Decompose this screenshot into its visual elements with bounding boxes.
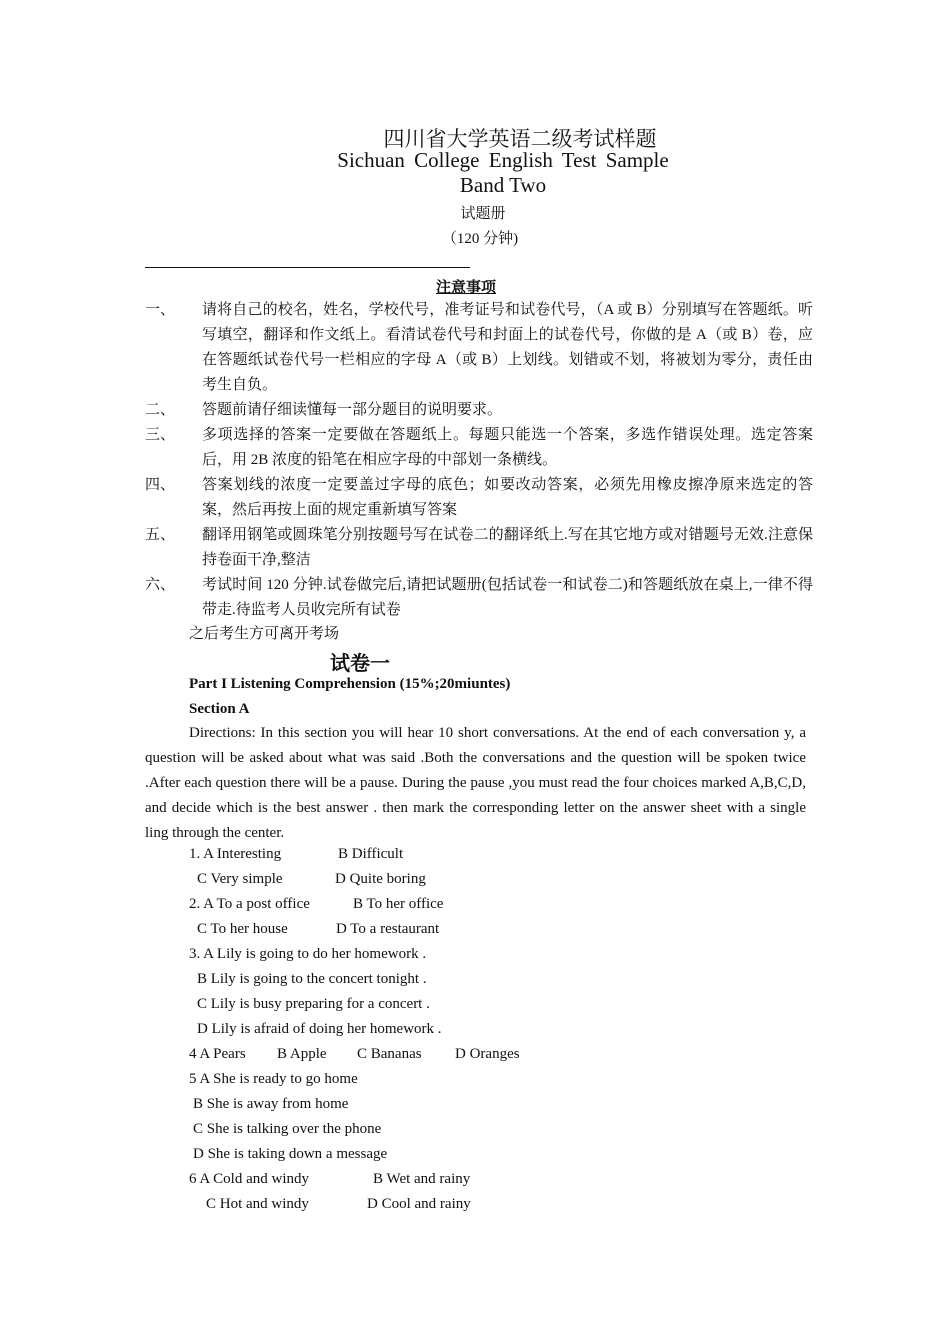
notice-item-number: 二、: [145, 402, 176, 418]
q1-option-b: B Difficult: [338, 846, 404, 862]
notice-item-text: 翻译用钢笔或圆珠笔分别按题号写在试卷二的翻译纸上.写在其它地方或对错题号无效.注意保持卷面干净,整洁: [202, 527, 813, 568]
q6-option-c: C Hot and windy: [206, 1196, 309, 1212]
notice-title: 注意事项: [436, 280, 497, 296]
q2-option-a: 2. A To a post office: [189, 896, 310, 912]
part-heading: Part I Listening Comprehension (15%;20miuntes): [189, 676, 511, 692]
notice-item-number: 一、: [145, 302, 176, 318]
notice-item-number: 六、: [145, 577, 176, 593]
q4-option-c: C Bananas: [357, 1046, 422, 1062]
title-chinese: 四川省大学英语二级考试样题: [383, 127, 657, 151]
q4-option-a: 4 A Pears: [189, 1046, 246, 1062]
q5-option-b: B She is away from home: [193, 1096, 349, 1112]
duration-label: （120 分钟): [441, 231, 519, 247]
header-divider: [145, 267, 470, 268]
notice-item-text: 考试时间 120 分钟.试卷做完后,请把试题册(包括试卷一和试卷二)和答题纸放在桌上,一律不得带走.待监考人员收完所有试卷: [202, 577, 813, 618]
q2-option-c: C To her house: [197, 921, 288, 937]
notice-item-text: 请将自己的校名，姓名，学校代号，准考证号和试卷代号，（A 或 B）分别填写在答题纸。听写填空，翻译和作文纸上。看清试卷代号和封面上的试卷代号，你做的是 A（或 B）卷，应在答题纸试卷代号一栏相应的字母 A（或 B）上划线。划错或不划，将被划为零分，责任由考生自负。: [202, 302, 813, 393]
paper-title: 试卷一: [330, 653, 390, 675]
q2-option-b: B To her office: [353, 896, 444, 912]
q6-option-b: B Wet and rainy: [373, 1171, 471, 1187]
q5-option-d: D She is taking down a message: [193, 1146, 388, 1162]
notice-item-number: 四、: [145, 477, 176, 493]
q1-option-a: 1. A Interesting: [189, 846, 282, 862]
q4-option-b: B Apple: [277, 1046, 327, 1062]
title-english-line1: Sichuan College English Test Sample: [337, 148, 669, 172]
q4-option-d: D Oranges: [455, 1046, 520, 1062]
q3-option-b: B Lily is going to the concert tonight .: [197, 971, 427, 987]
booklet-label: 试题册: [460, 206, 506, 222]
q1-option-c: C Very simple: [197, 871, 283, 887]
notice-item: [145, 573, 813, 623]
notice-item: [145, 473, 813, 523]
section-heading: Section A: [189, 701, 250, 717]
title-english-line2: Band Two: [459, 173, 547, 197]
q6-option-a: 6 A Cold and windy: [189, 1171, 310, 1187]
notice-item: [145, 298, 813, 398]
notice-item: [145, 423, 813, 473]
q3-option-a: 3. A Lily is going to do her homework .: [189, 946, 427, 962]
notice-item: [145, 523, 813, 573]
q5-option-c: C She is talking over the phone: [193, 1121, 382, 1137]
notice-item-text: 多项选择的答案一定要做在答题纸上。每题只能选一个答案，多选作错误处理。选定答案后，用 2B 浓度的铅笔在相应字母的中部划一条横线。: [202, 427, 813, 468]
q1-option-d: D Quite boring: [335, 871, 426, 887]
notice-item-number: 五、: [145, 527, 176, 543]
notice-item-number: 三、: [145, 427, 176, 443]
q3-option-c: C Lily is busy preparing for a concert .: [197, 996, 430, 1012]
q6-option-d: D Cool and rainy: [367, 1196, 471, 1212]
notice-item-text: 答案划线的浓度一定要盖过字母的底色；如要改动答案，必须先用橡皮擦净原来选定的答案，然后再按上面的规定重新填写答案: [202, 477, 813, 518]
notice-tail: 之后考生方可离开考场: [189, 626, 340, 642]
q3-option-d: D Lily is afraid of doing her homework .: [197, 1021, 442, 1037]
directions-paragraph: Directions: In this section you will hear 10 short conversations. At the end of each conversation y, a question will be asked about what was said .Both the conversations and the question will be spoken twice .After each question there will be a pause. During the pause ,you must read the four choices marked A,B,C,D, and decide which is the best answer . then mark the corresponding letter on the answer sheet with a single ling through the center.: [145, 725, 806, 841]
q2-option-d: D To a restaurant: [336, 921, 440, 937]
notice-item-text: 答题前请仔细读懂每一部分题目的说明要求。: [202, 402, 503, 418]
q5-option-a: 5 A She is ready to go home: [189, 1071, 358, 1087]
notice-item: [145, 398, 813, 423]
